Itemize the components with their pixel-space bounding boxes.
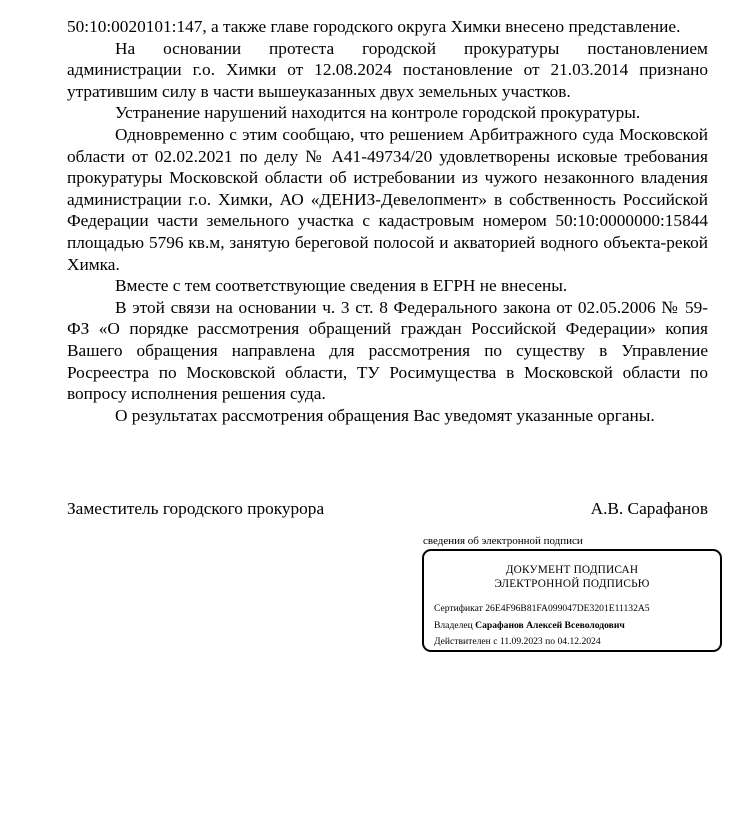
paragraph-protest: На основании протеста городской прокуратуры постановлением администрации г.о. Химки от 12.08.2024 постановление от 21.03.2014 признано утратившим силу в части вышеуказанных двух земельных участков.	[67, 38, 708, 101]
valid-from-word: с	[493, 636, 498, 647]
stamp-validity-row	[434, 636, 601, 648]
paragraph-egrn: Вместе с тем соответствующие сведения в ЕГРН не внесены.	[115, 276, 568, 296]
stamp-title-line-1: ДОКУМЕНТ ПОДПИСАН	[505, 564, 639, 576]
paragraph-court-decision: Одновременно с этим сообщаю, что решением Арбитражного суда Московской области от 02.02.2021 по делу № А41-49734/20 удовлетворены исковые требования прокуратуры Московской области об истребовании из чужого незаконного владения администрации г.о. Химки, АО «ДЕНИЗ-Девелопмент» в собственность Российской Федерации части земельного участка с кадастровым номером 50:10:0000000:15844 площадью 5796 кв.м, занятую береговой полосой и акваторией водного объекта-рекой Химка.	[67, 124, 708, 274]
letter-body	[67, 16, 708, 426]
e-signature-caption: сведения об электронной подписи	[423, 535, 583, 547]
certificate-label: Сертификат	[434, 603, 483, 614]
paragraph-forwarding: В этой связи на основании ч. 3 ст. 8 Федерального закона от 02.05.2006 № 59-ФЗ «О порядке рассмотрения обращений граждан Российской Федерации» копия Вашего обращения направлена для рассмотрения по существу в Управление Росреестра по Московской области, ТУ Росимущества в Московской области по вопросу исполнения решения суда.	[67, 297, 708, 404]
owner-label: Владелец	[434, 620, 473, 631]
certificate-value: 26E4F96B81FA099047DE3201E11132A5	[485, 603, 650, 614]
paragraph-control: Устранение нарушений находится на контроле городской прокуратуры.	[115, 103, 641, 123]
valid-to-word: по	[545, 636, 556, 647]
stamp-owner-row	[434, 620, 625, 632]
e-signature-stamp	[422, 549, 722, 652]
valid-from: 11.09.2023	[499, 636, 543, 647]
valid-label: Действителен	[434, 636, 491, 647]
stamp-title	[424, 563, 720, 591]
signature-row	[67, 498, 708, 520]
stamp-certificate-row	[434, 603, 650, 615]
signatory-position: Заместитель городского прокурора	[67, 499, 325, 518]
paragraph-continuation: 50:10:0020101:147, а также главе городского округа Химки внесено представление.	[67, 17, 681, 36]
owner-value: Сарафанов Алексей Всеволодович	[475, 620, 625, 631]
stamp-title-line-2: ЭЛЕКТРОННОЙ ПОДПИСЬЮ	[494, 578, 650, 590]
paragraph-notification: О результатах рассмотрения обращения Вас уведомят указанные органы.	[115, 405, 655, 425]
valid-to: 04.12.2024	[557, 636, 601, 647]
signatory-name: А.В. Сарафанов	[590, 499, 708, 518]
